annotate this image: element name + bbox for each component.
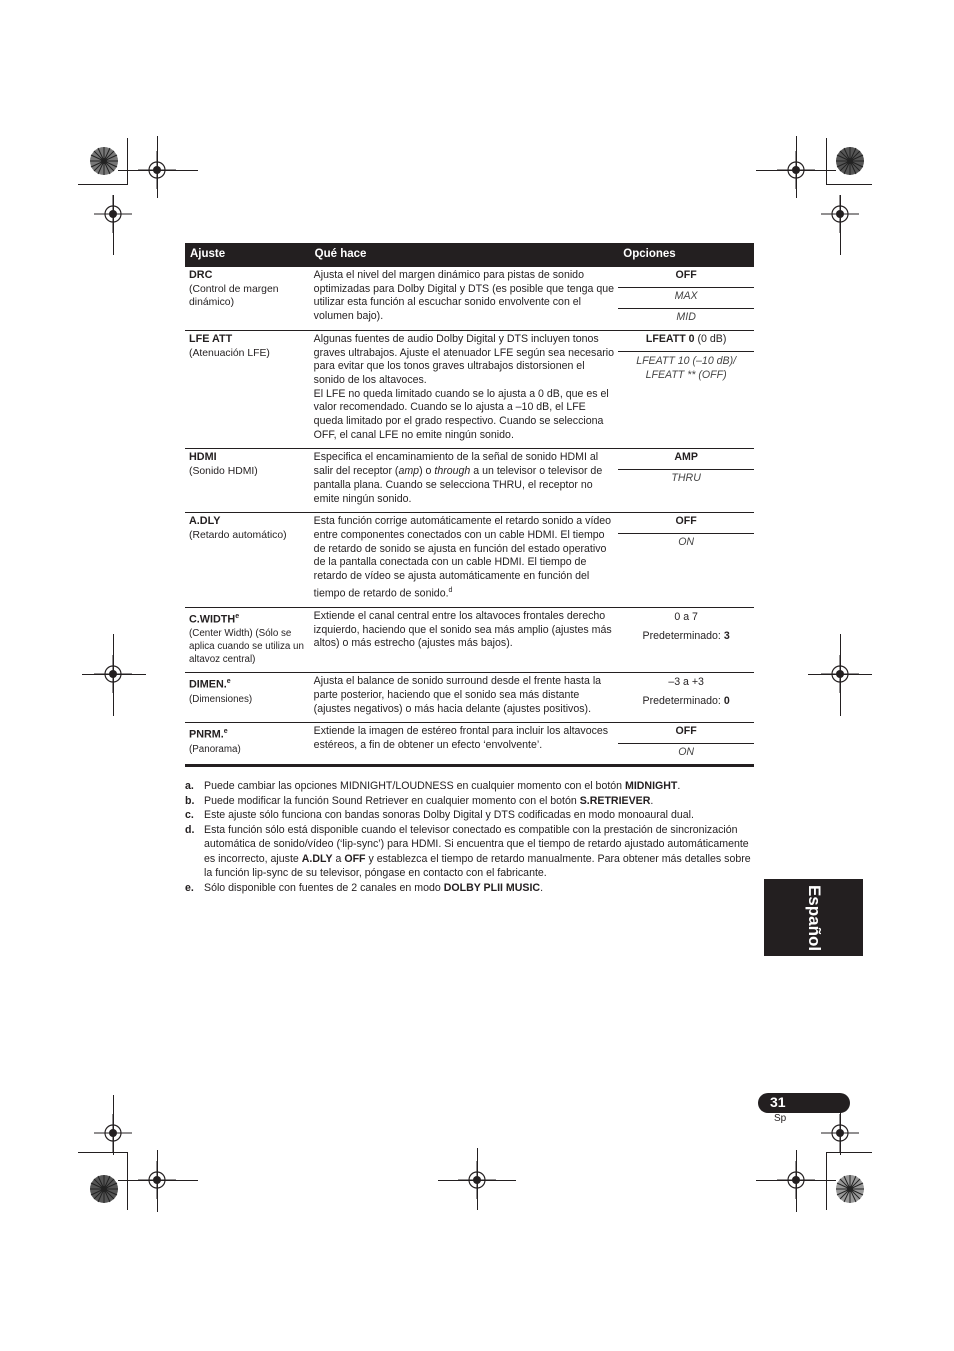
footnote-item <box>185 779 760 794</box>
header-ajuste: Ajuste <box>185 243 310 267</box>
registration-mark-icon <box>777 1161 815 1199</box>
description-cell: Extiende la imagen de estéreo frontal para incluir los altavoces estéreos, a fin de obtener un efecto ‘envolvente’. <box>310 723 619 766</box>
footnote-item <box>185 794 760 809</box>
option-value: ON <box>618 533 754 554</box>
footnotes <box>185 779 760 895</box>
default-label: Predeterminado: <box>642 694 724 707</box>
option-range: 0 a 7 <box>674 611 698 623</box>
option-default <box>618 627 754 646</box>
footnote-ref: e <box>235 613 240 620</box>
registration-mark-icon <box>777 151 815 189</box>
option-value: ON <box>618 743 754 764</box>
registration-mark-icon <box>821 655 859 693</box>
footnote-bold: A.DLY <box>301 852 333 865</box>
option-value: LFEATT 10 (–10 dB)/ LFEATT ** (OFF) <box>618 351 754 385</box>
table-header-row <box>185 243 754 267</box>
setting-name: HDMI <box>189 451 217 464</box>
color-rosette-icon <box>89 1174 119 1204</box>
header-que-hace: Qué hace <box>310 243 619 267</box>
page-number-badge <box>758 1093 850 1113</box>
language-tab <box>764 879 863 956</box>
footnote-text <box>204 779 760 794</box>
table-row <box>185 513 754 608</box>
setting-subtitle: (Atenuación LFE) <box>189 347 270 359</box>
footnote-item <box>185 808 760 823</box>
options-cell <box>618 673 754 723</box>
setting-name <box>189 675 306 692</box>
footnote-body: Esta función sólo está disponible cuando el televisor conectado es compatible con la prestación de sincronización automática de sonido/vídeo (‘lip-sync’) para HDMI. Si encuentra que el tiempo de retardo ajustado automáticamente es incorrecto, ajuste <box>204 823 749 865</box>
description-cell <box>310 513 619 608</box>
description-italic: amp <box>398 465 420 478</box>
header-opciones: Opciones <box>618 243 754 267</box>
footnote-tail: . <box>650 794 654 807</box>
footnote-label: d. <box>185 823 195 836</box>
page-number: 31 <box>770 1094 786 1110</box>
color-rosette-icon <box>835 146 865 176</box>
option-detail: (0 dB) <box>694 332 727 345</box>
registration-mark-icon <box>138 1161 176 1199</box>
setting-name-text: PNRM. <box>189 729 224 741</box>
page-language-code: Sp <box>774 1113 787 1124</box>
options-cell <box>618 513 754 608</box>
footnote-bold: S.RETRIEVER <box>579 794 651 807</box>
options-cell <box>618 608 754 673</box>
footnote-body: Sólo disponible con fuentes de 2 canales en modo <box>204 881 444 894</box>
default-label: Predeterminado: <box>642 629 724 642</box>
description-text: a un televisor o televisor de pantalla plana. Cuando se selecciona THRU, el receptor no emite ningún sonido. <box>313 465 603 505</box>
footnote-text: Este ajuste sólo funciona con bandas sonoras Dolby Digital y DTS codificadas en modo monoaural dual. <box>204 809 694 821</box>
setting-subtitle: (Center Width) (Sólo se aplica cuando se utiliza un altavoz central) <box>189 628 304 666</box>
footnote-bold: MIDNIGHT <box>625 780 678 792</box>
option-default <box>618 692 754 711</box>
options-cell <box>618 330 754 449</box>
footnote-tail: . <box>540 881 544 894</box>
table-row <box>185 608 754 673</box>
setting-subtitle: (Retardo automático) <box>189 529 287 541</box>
registration-mark-icon <box>138 151 176 189</box>
option-value: OFF <box>675 515 697 528</box>
description-cell <box>310 449 619 513</box>
setting-subtitle: (Sonido HDMI) <box>189 466 258 478</box>
footnote-text <box>204 794 760 809</box>
options-cell <box>618 267 754 331</box>
footnote-label: a. <box>185 780 194 792</box>
default-value: 0 <box>723 694 730 707</box>
setting-subtitle: (Panorama) <box>189 743 241 755</box>
footnote-mid: a <box>332 852 345 865</box>
description-text: El LFE no queda limitado cuando se lo ajusta a 0 dB, que es el valor recomendado. Cuando se lo ajusta a –10 dB, el LFE queda limitado por el grado respectivo. Cuando se selecciona OFF, el canal LFE no emite ningún sonido. <box>313 387 609 441</box>
footnote-body: Puede cambiar las opciones MIDNIGHT/LOUDNESS en cualquier momento con el botón <box>204 780 626 792</box>
setting-name-text: DIMEN. <box>189 678 227 691</box>
setting-name: LFE ATT <box>189 332 233 345</box>
option-value: AMP <box>674 451 698 464</box>
option-value: OFF <box>675 725 697 738</box>
footnote-ref: d <box>448 586 453 594</box>
option-value: MAX <box>618 287 754 308</box>
description-cell: Ajusta el balance de sonido surround desde el frente hasta la parte posterior, haciendo que el sonido sea más distante (ajustes negativos) o más hacia delante (ajustes positivos). <box>310 673 619 723</box>
setting-cell <box>185 330 310 449</box>
footnote-ref: e <box>223 728 228 736</box>
description-text: Algunas fuentes de audio Dolby Digital y DTS incluyen tonos graves ultrabajos. Ajuste el atenuador LFE según sea necesario para evitar que los tonos graves ultrabajos distorsionen el sonido de los altavoces. <box>313 332 615 386</box>
setting-name-text: C.WIDTH <box>189 613 236 626</box>
footnote-text <box>204 823 760 881</box>
setting-subtitle: (Control de margen dinámico) <box>189 283 279 309</box>
table-row <box>185 330 754 449</box>
color-rosette-icon <box>89 146 119 176</box>
option-value: THRU <box>618 469 754 490</box>
color-rosette-icon <box>835 1174 865 1204</box>
footnote-bold: DOLBY PLII MUSIC <box>443 881 541 894</box>
settings-table <box>185 243 754 767</box>
footnote-text <box>204 881 760 896</box>
footnote-item <box>185 823 760 881</box>
description-text: Esta función corrige automáticamente el retardo sonido a vídeo entre componentes conectados con un cable HDMI. El tiempo de retardo de sonido se ajusta en función del estado operativo de la pantalla conectada con un cable HDMI. El tiempo de retardo de vídeo se ajusta automáticamente en función del tiempo de retardo de sonido. <box>313 515 612 600</box>
footnote-tail: . <box>677 780 681 792</box>
table-row <box>185 449 754 513</box>
footnote-item <box>185 881 760 896</box>
registration-mark-icon <box>94 1114 132 1152</box>
footnote-label: c. <box>185 809 194 821</box>
table-row <box>185 723 754 766</box>
option-value: MID <box>618 308 754 329</box>
registration-mark-icon <box>821 195 859 233</box>
footnote-bold: OFF <box>344 852 366 865</box>
footnote-tail: y establezca el tiempo de retardo manualmente. Para obtener más detalles sobre la función lip-sync de su televisor, póngase en contacto con el fabricante. <box>204 852 751 879</box>
table-row <box>185 267 754 331</box>
setting-name <box>189 725 306 742</box>
options-cell <box>618 723 754 766</box>
description-text: Especifica el encaminamiento de la señal de sonido HDMI al salir del receptor ( <box>313 451 599 478</box>
registration-mark-icon <box>94 655 132 693</box>
description-italic: through <box>434 465 471 478</box>
language-tab-label: Español <box>804 884 824 951</box>
description-cell: Extiende el canal central entre los altavoces frontales derecho izquierdo, haciendo que el sonido sea más amplio (ajustes más altos) o más estrecho (ajustes más bajos). <box>310 608 619 673</box>
setting-name <box>189 610 306 627</box>
option-value: OFF <box>675 269 697 281</box>
setting-cell <box>185 608 310 673</box>
option-value <box>618 331 754 351</box>
registration-mark-icon <box>458 1161 496 1199</box>
footnote-body: Puede modificar la función Sound Retriever en cualquier momento con el botón <box>204 794 580 807</box>
description-text: ) o <box>419 465 435 478</box>
setting-cell <box>185 673 310 723</box>
setting-cell <box>185 513 310 608</box>
description-cell: Ajusta el nivel del margen dinámico para pistas de sonido optimizadas para Dolby Digital y DTS (es posible que tenga que utilizar esta función al escuchar sonido envolvente con el volumen bajo). <box>310 267 619 331</box>
footnote-label: e. <box>185 881 194 894</box>
options-cell <box>618 449 754 513</box>
setting-name: DRC <box>189 269 213 281</box>
setting-cell <box>185 267 310 331</box>
setting-name: A.DLY <box>189 515 221 528</box>
option-bold: LFEATT 0 <box>645 332 695 345</box>
footnote-ref: e <box>226 678 231 686</box>
setting-cell <box>185 449 310 513</box>
option-range: –3 a +3 <box>668 676 704 689</box>
setting-subtitle: (Dimensiones) <box>189 693 253 705</box>
registration-mark-icon <box>94 195 132 233</box>
setting-cell <box>185 723 310 766</box>
table-row <box>185 673 754 723</box>
footnote-label: b. <box>185 794 195 807</box>
registration-mark-icon <box>821 1114 859 1152</box>
description-cell <box>310 330 619 449</box>
default-value: 3 <box>723 629 730 642</box>
